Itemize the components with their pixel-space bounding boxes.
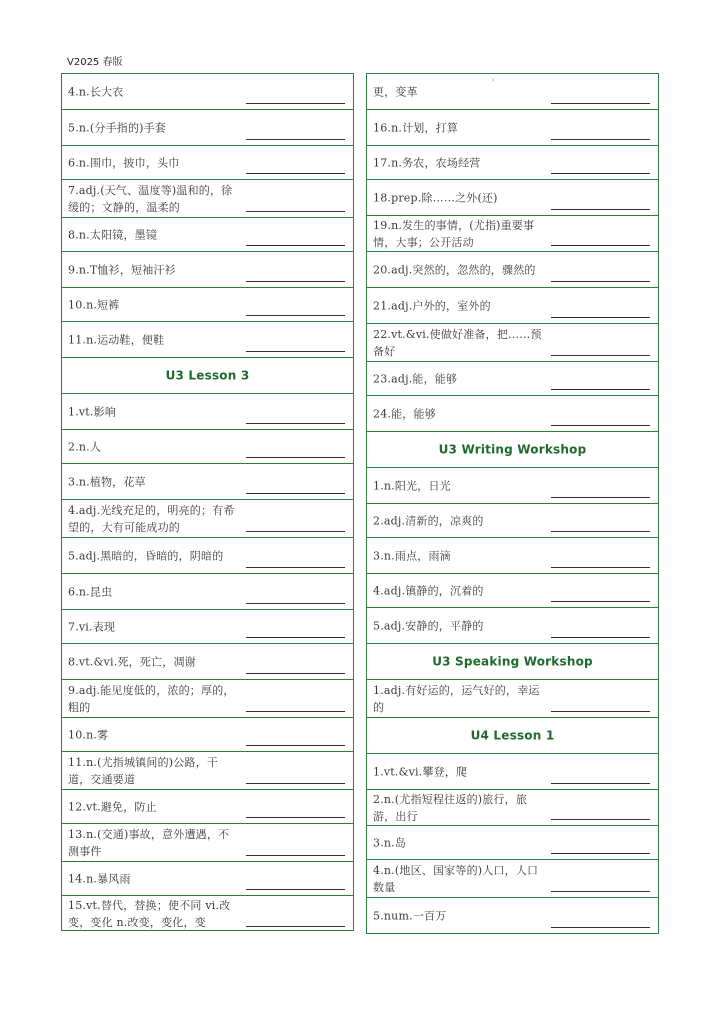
- section-title: U4 Lesson 1: [470, 728, 555, 742]
- vocab-row: [367, 324, 658, 362]
- definition-text: 4.n.(地区、国家等的)人口，人口数量: [373, 863, 539, 894]
- vocab-row: [62, 680, 353, 718]
- vocab-row: [62, 574, 353, 610]
- answer-blank[interactable]: [246, 745, 345, 746]
- definition-text: 2.n.人: [68, 440, 102, 453]
- definition-text: 5.adj.黑暗的，昏暗的，阴暗的: [68, 549, 224, 562]
- answer-blank[interactable]: [246, 351, 345, 352]
- vocab-row: [62, 430, 353, 464]
- answer-blank[interactable]: [246, 457, 345, 458]
- vocab-row: [367, 396, 658, 432]
- answer-blank[interactable]: [551, 245, 650, 246]
- answer-blank[interactable]: [551, 853, 650, 854]
- definition-text: 14.n.暴风雨: [68, 872, 131, 885]
- vocab-row: [62, 322, 353, 358]
- answer-blank[interactable]: [551, 927, 650, 928]
- definition-text: 2.n.(尤指短程往返的)旅行，旅游，出行: [373, 792, 528, 823]
- answer-blank[interactable]: [246, 711, 345, 712]
- vocab-row: [62, 718, 353, 752]
- definition-text: 22.vt.&vi.使做好准备，把……预备好: [373, 327, 542, 358]
- vocab-row: [367, 146, 658, 180]
- vocab-row: [367, 110, 658, 146]
- definition-text: 7.adj.(天气、温度等)温和的，徐缓的；文静的，温柔的: [68, 183, 233, 214]
- definition-text: 7.vi.表现: [68, 620, 116, 633]
- vocab-row: [367, 180, 658, 216]
- vocab-row: [62, 824, 353, 862]
- definition-text: 15.vt.替代，替换；使不同 vi.改变，变化 n.改变，变化，变: [68, 899, 231, 929]
- definition-text: 8.n.太阳镜，墨镜: [68, 228, 158, 241]
- vocab-row: [62, 752, 353, 790]
- answer-blank[interactable]: [246, 783, 345, 784]
- answer-blank[interactable]: [551, 281, 650, 282]
- vocab-row: [367, 790, 658, 826]
- answer-blank[interactable]: [246, 637, 345, 638]
- definition-text: 12.vt.避免，防止: [68, 800, 157, 813]
- definition-text: 9.adj.能见度低的，浓的；厚的，粗的: [68, 683, 235, 714]
- definition-text: 5.adj.安静的，平静的: [373, 619, 484, 632]
- answer-blank[interactable]: [246, 673, 345, 674]
- definition-text: 4.adj.光线充足的，明亮的；有希望的，大有可能成功的: [68, 503, 235, 534]
- definition-text: 6.n.围巾，披巾，头巾: [68, 156, 180, 169]
- section-header: [62, 358, 353, 394]
- answer-blank[interactable]: [551, 103, 650, 104]
- vocab-row: [367, 574, 658, 608]
- definition-text: 18.prep.除……之外(还): [373, 191, 498, 204]
- section-header: [367, 718, 658, 754]
- answer-blank[interactable]: [551, 891, 650, 892]
- definition-text: 4.adj.镇静的，沉着的: [373, 584, 484, 597]
- vocab-row: [367, 288, 658, 324]
- vocab-row: [62, 180, 353, 218]
- answer-blank[interactable]: [551, 567, 650, 568]
- answer-blank[interactable]: [246, 139, 345, 140]
- answer-blank[interactable]: [246, 211, 345, 212]
- vocab-row: [62, 110, 353, 146]
- definition-text: 5.num.一百万: [373, 909, 447, 922]
- definition-text: 21.adj.户外的，室外的: [373, 299, 491, 312]
- answer-blank[interactable]: [551, 209, 650, 210]
- vocab-row: [367, 504, 658, 538]
- answer-blank[interactable]: [551, 389, 650, 390]
- vocab-row: [367, 216, 658, 252]
- definition-text: 11.n.运动鞋，便鞋: [68, 333, 165, 346]
- answer-blank[interactable]: [551, 139, 650, 140]
- definition-text: 16.n.计划，打算: [373, 121, 459, 134]
- vocab-column-left: [61, 73, 354, 931]
- answer-blank[interactable]: [551, 317, 650, 318]
- vocab-row: [367, 538, 658, 574]
- vocab-row: [367, 74, 658, 110]
- vocab-row: [62, 146, 353, 180]
- version-label: V2025 春版: [67, 57, 123, 68]
- definition-text: 更，变革: [373, 85, 418, 98]
- answer-blank[interactable]: [246, 817, 345, 818]
- answer-blank[interactable]: [246, 423, 345, 424]
- section-title: U3 Speaking Workshop: [432, 654, 593, 668]
- definition-text: 23.adj.能，能够: [373, 372, 458, 385]
- vocab-column-right: [366, 73, 659, 934]
- definition-text: 24.能，能够: [373, 407, 436, 420]
- vocab-row: [367, 754, 658, 790]
- definition-text: 6.n.昆虫: [68, 585, 113, 598]
- answer-blank[interactable]: [246, 315, 345, 316]
- definition-text: 1.vt.影响: [68, 405, 117, 418]
- definition-text: 13.n.(交通)事故，意外遭遇，不测事件: [68, 827, 230, 858]
- vocab-row: [62, 862, 353, 896]
- answer-blank[interactable]: [551, 531, 650, 532]
- definition-text: 5.n.(分手指的)手套: [68, 121, 167, 134]
- vocab-row: [62, 394, 353, 430]
- vocab-row: [367, 860, 658, 898]
- section-title: U3 Lesson 3: [165, 368, 250, 382]
- answer-blank[interactable]: [246, 531, 345, 532]
- definition-text: 2.adj.清新的，凉爽的: [373, 514, 484, 527]
- definition-text: 3.n.雨点，雨滴: [373, 549, 451, 562]
- vocab-row: [367, 252, 658, 288]
- answer-blank[interactable]: [551, 637, 650, 638]
- vocab-row: [367, 898, 658, 933]
- vocab-row: [62, 252, 353, 288]
- definition-text: 10.n.短裤: [68, 298, 120, 311]
- vocab-row: [62, 896, 353, 932]
- answer-blank[interactable]: [551, 783, 650, 784]
- definition-text: 11.n.(尤指城镇间的)公路，干道，交通要道: [68, 755, 219, 786]
- definition-text: 1.adj.有好运的，运气好的，幸运的: [373, 683, 540, 714]
- answer-blank[interactable]: [246, 567, 345, 568]
- answer-blank[interactable]: [246, 889, 345, 890]
- section-header: [367, 432, 658, 468]
- answer-blank[interactable]: [246, 493, 345, 494]
- vocab-row: [367, 680, 658, 718]
- vocab-row: [62, 74, 353, 110]
- answer-blank[interactable]: [551, 601, 650, 602]
- vocab-row: [62, 288, 353, 322]
- vocab-row: [62, 218, 353, 252]
- vocab-row: [367, 468, 658, 504]
- definition-text: 1.n.阳光，日光: [373, 479, 451, 492]
- answer-blank[interactable]: [246, 103, 345, 104]
- vocab-row: [62, 790, 353, 824]
- section-header: [367, 644, 658, 680]
- answer-blank[interactable]: [246, 245, 345, 246]
- definition-text: 1.vt.&vi.攀登，爬: [373, 765, 468, 778]
- definition-text: 8.vt.&vi.死，死亡，凋谢: [68, 655, 196, 668]
- vocab-row: [62, 644, 353, 680]
- answer-blank[interactable]: [246, 855, 345, 856]
- answer-blank[interactable]: [551, 355, 650, 356]
- section-title: U3 Writing Workshop: [438, 442, 587, 456]
- vocab-row: [62, 538, 353, 574]
- stray-mark: ': [492, 78, 495, 87]
- answer-blank[interactable]: [551, 497, 650, 498]
- definition-text: 3.n.岛: [373, 836, 407, 849]
- answer-blank[interactable]: [246, 281, 345, 282]
- answer-blank[interactable]: [246, 926, 345, 927]
- vocab-row: [62, 464, 353, 500]
- vocab-row: [62, 610, 353, 644]
- definition-text: 4.n.长大衣: [68, 85, 124, 98]
- vocab-row: [367, 608, 658, 644]
- definition-text: 17.n.务农，农场经营: [373, 156, 481, 169]
- answer-blank[interactable]: [551, 425, 650, 426]
- answer-blank[interactable]: [551, 711, 650, 712]
- definition-text: 10.n.雾: [68, 728, 109, 741]
- definition-text: 19.n.发生的事情，(尤指)重要事情，大事；公开活动: [373, 218, 535, 249]
- answer-blank[interactable]: [551, 819, 650, 820]
- answer-blank[interactable]: [246, 173, 345, 174]
- vocab-row: [367, 362, 658, 396]
- vocab-row: [367, 826, 658, 860]
- vocab-row: [62, 500, 353, 538]
- definition-text: 9.n.T恤衫，短袖汗衫: [68, 263, 176, 276]
- answer-blank[interactable]: [246, 603, 345, 604]
- definition-text: 3.n.植物，花草: [68, 475, 146, 488]
- definition-text: 20.adj.突然的，忽然的，骤然的: [373, 263, 536, 276]
- answer-blank[interactable]: [551, 173, 650, 174]
